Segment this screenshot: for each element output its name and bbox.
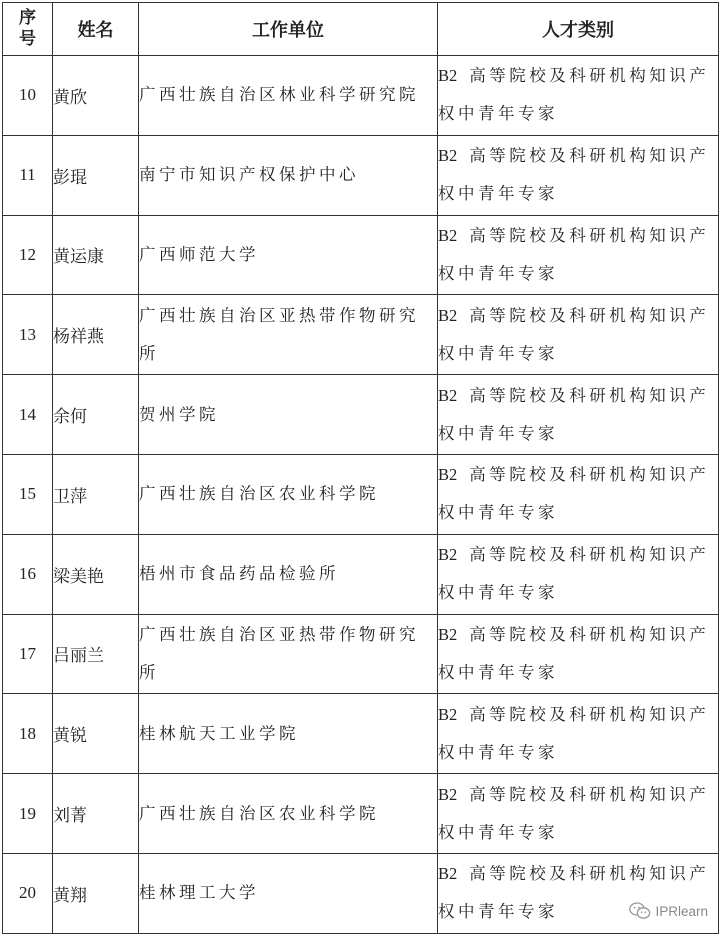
row-category-text: 高等院校及科研机构知识产权中青年专家 [438,864,710,922]
row-name: 卫萍 [53,454,139,534]
row-category-text: 高等院校及科研机构知识产权中青年专家 [438,66,710,124]
table-row [3,215,719,295]
row-category-text: 高等院校及科研机构知识产权中青年专家 [438,784,710,842]
row-category [438,454,719,534]
table-body [3,56,719,934]
table-row [3,774,719,854]
row-category-code: B2 [438,225,458,245]
table-row [3,694,719,774]
row-name: 吕丽兰 [53,614,139,694]
table-row [3,853,719,933]
table-row [3,295,719,375]
row-category [438,56,719,136]
row-category [438,853,719,933]
row-unit: 桂林理工大学 [139,853,438,933]
row-category-code: B2 [438,465,458,485]
header-unit: 工作单位 [139,3,438,56]
row-unit: 梧州市食品药品检验所 [139,534,438,614]
row-unit: 广西壮族自治区农业科学院 [139,774,438,854]
row-name: 彭琨 [53,135,139,215]
row-no: 20 [3,853,53,933]
row-category-code: B2 [438,784,458,804]
row-category-text: 高等院校及科研机构知识产权中青年专家 [438,704,710,762]
row-no: 13 [3,295,53,375]
row-no: 19 [3,774,53,854]
row-category [438,375,719,455]
row-unit: 广西壮族自治区亚热带作物研究所 [139,614,438,694]
row-category [438,534,719,614]
wechat-icon [629,902,651,920]
table-row [3,534,719,614]
table-row [3,614,719,694]
row-name: 刘菁 [53,774,139,854]
watermark [629,902,708,920]
header-no [3,3,53,56]
row-unit: 广西壮族自治区亚热带作物研究所 [139,295,438,375]
row-category [438,215,719,295]
row-name: 梁美艳 [53,534,139,614]
row-no: 18 [3,694,53,774]
row-category-code: B2 [438,66,458,86]
row-name: 黄锐 [53,694,139,774]
row-no: 10 [3,56,53,136]
row-category-code: B2 [438,704,458,724]
row-name: 黄运康 [53,215,139,295]
row-category-text: 高等院校及科研机构知识产权中青年专家 [438,624,710,682]
header-category: 人才类别 [438,3,719,56]
row-category [438,774,719,854]
row-no: 14 [3,375,53,455]
row-unit: 桂林航天工业学院 [139,694,438,774]
row-category-text: 高等院校及科研机构知识产权中青年专家 [438,225,710,283]
row-category [438,694,719,774]
row-category-code: B2 [438,305,458,325]
table-header [3,3,719,56]
row-unit: 广西壮族自治区林业科学研究院 [139,56,438,136]
header-name: 姓名 [53,3,139,56]
header-no-top: 序 [19,8,36,28]
talent-table [2,2,719,934]
row-unit: 广西师范大学 [139,215,438,295]
row-category-text: 高等院校及科研机构知识产权中青年专家 [438,146,710,204]
table-row [3,135,719,215]
row-no: 15 [3,454,53,534]
table-row [3,454,719,534]
table-row [3,56,719,136]
row-no: 17 [3,614,53,694]
row-unit: 贺州学院 [139,375,438,455]
row-category-text: 高等院校及科研机构知识产权中青年专家 [438,465,710,523]
row-category-text: 高等院校及科研机构知识产权中青年专家 [438,545,710,603]
row-category-code: B2 [438,864,458,884]
row-name: 黄翔 [53,853,139,933]
row-category-code: B2 [438,146,458,166]
row-category-code: B2 [438,624,458,644]
row-category-code: B2 [438,545,458,565]
row-category-code: B2 [438,385,458,405]
row-no: 12 [3,215,53,295]
row-category [438,135,719,215]
table-row [3,375,719,455]
row-name: 黄欣 [53,56,139,136]
row-no: 16 [3,534,53,614]
row-name: 余何 [53,375,139,455]
row-no: 11 [3,135,53,215]
row-category [438,614,719,694]
row-unit: 南宁市知识产权保护中心 [139,135,438,215]
row-category-text: 高等院校及科研机构知识产权中青年专家 [438,385,710,443]
row-category [438,295,719,375]
row-name: 杨祥燕 [53,295,139,375]
header-row [3,3,719,56]
row-unit: 广西壮族自治区农业科学院 [139,454,438,534]
header-no-bottom: 号 [19,29,36,49]
row-category-text: 高等院校及科研机构知识产权中青年专家 [438,305,710,363]
watermark-text: IPRlearn [655,903,708,919]
